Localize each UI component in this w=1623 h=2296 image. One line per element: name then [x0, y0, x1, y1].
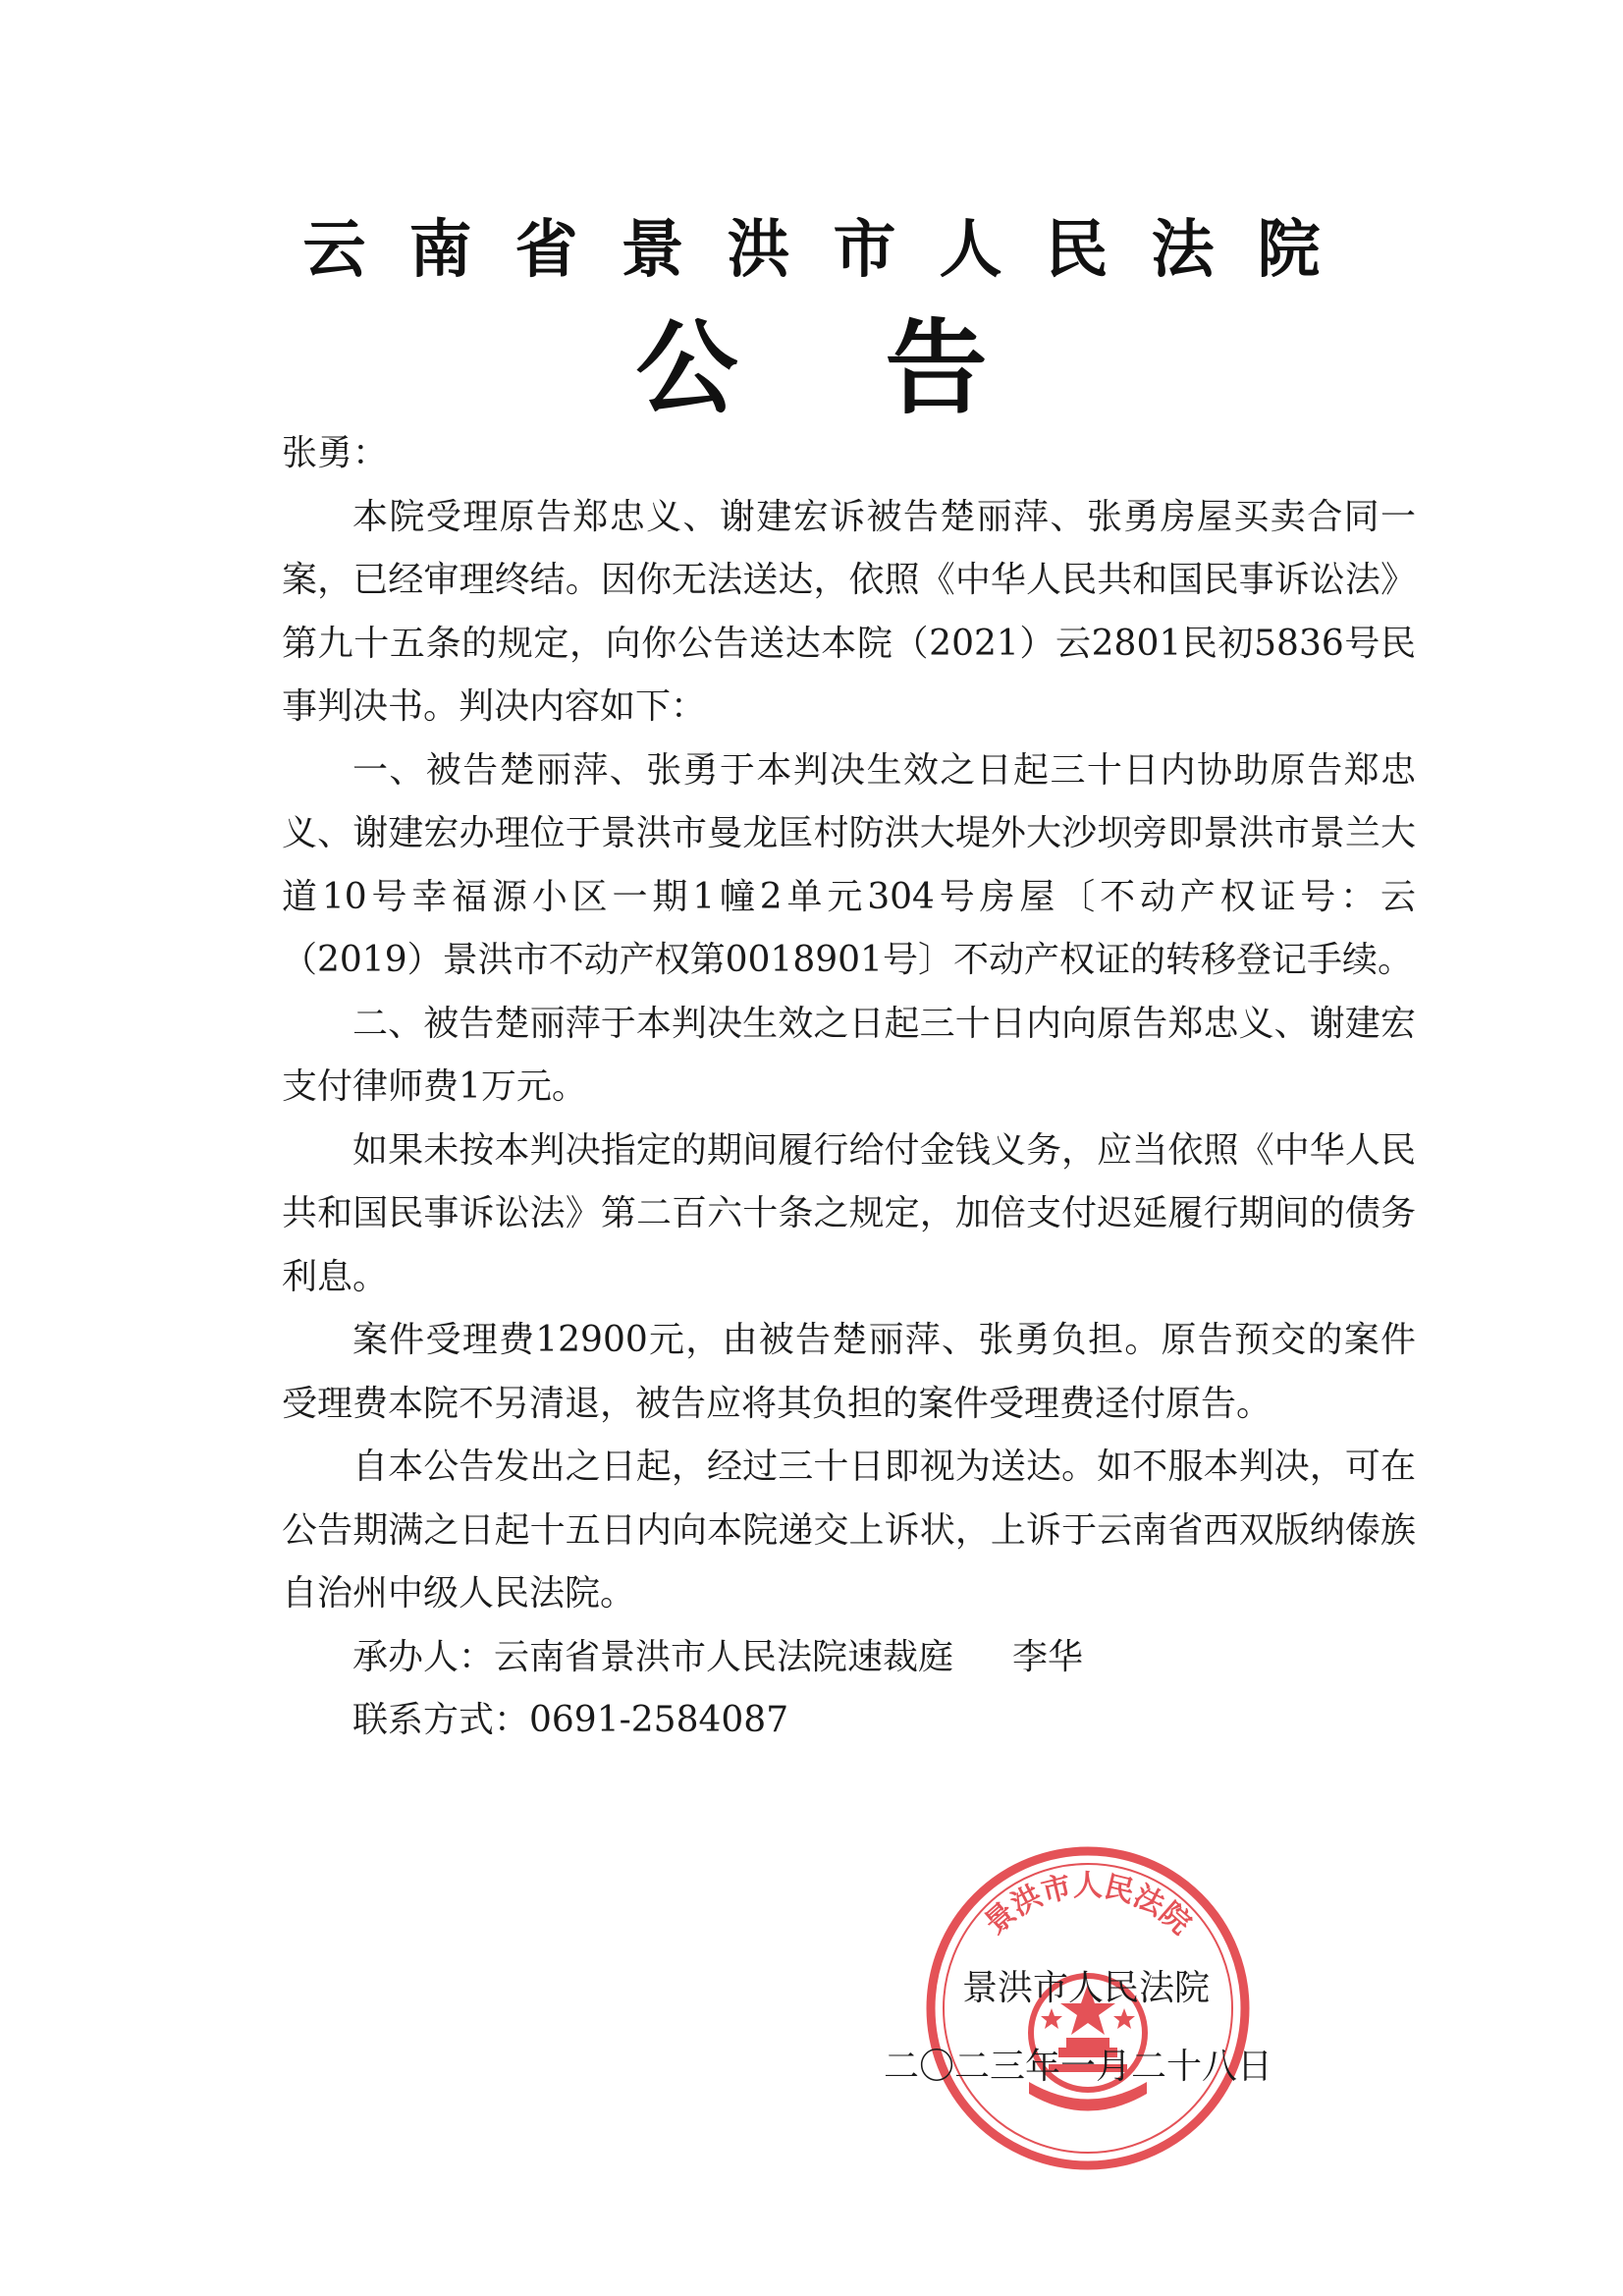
- seal-arc-text: 景洪市人民法院: [978, 1869, 1198, 1941]
- handler-line: [282, 1626, 1416, 1690]
- paragraph-case-intro: 本院受理原告郑忠义、谢建宏诉被告楚丽萍、张勇房屋买卖合同一案，已经审理终结。因你无法送达，依照《中华人民共和国民事诉讼法》第九十五条的规定，向你公告送达本院（2021）云2801民初5836号民事判决书。判决内容如下：: [282, 496, 1416, 727]
- handler-label: 承办人：云南省景洪市人民法院速裁庭: [352, 1636, 954, 1677]
- notice-title: 公告: [635, 308, 1135, 428]
- court-name-heading: 云南省景洪市人民法院: [302, 214, 1364, 287]
- paragraph-ruling-1: 一、被告楚丽萍、张勇于本判决生效之日起三十日内协助原告郑忠义、谢建宏办理位于景洪市曼龙匡村防洪大堤外大沙坝旁即景洪市景兰大道10号幸福源小区一期1幢2单元304号房屋〔不动产权证号：云（2019）景洪市不动产权第0018901号〕不动产权证的转移登记手续。: [282, 749, 1416, 980]
- signature-block: [884, 1949, 1296, 2106]
- contact-line: 联系方式：0691-2584087: [352, 1700, 789, 1740]
- paragraph-ruling-2: 二、被告楚丽萍于本判决生效之日起三十日内向原告郑忠义、谢建宏支付律师费1万元。: [282, 1003, 1416, 1107]
- paragraph-case-fee: 案件受理费12900元，由被告楚丽萍、张勇负担。原告预交的案件受理费本院不另清退，被告应将其负担的案件受理费迳付原告。: [282, 1320, 1416, 1424]
- handler-name: 李华: [1012, 1636, 1084, 1677]
- paragraph-delay-interest: 如果未按本判决指定的期间履行给付金钱义务，应当依照《中华人民共和国民事诉讼法》第二百六十条之规定，加倍支付迟延履行期间的债务利息。: [282, 1129, 1416, 1297]
- signing-date: 二〇二三年一月二十八日: [884, 2047, 1273, 2087]
- addressee: 张勇：: [282, 433, 389, 473]
- signing-court: 景洪市人民法院: [962, 1968, 1211, 2008]
- paragraph-appeal: 自本公告发出之日起，经过三十日即视为送达。如不服本判决，可在公告期满之日起十五日内向本院递交上诉状，上诉于云南省西双版纳傣族自治州中级人民法院。: [282, 1447, 1416, 1613]
- notice-body: [282, 422, 1416, 1753]
